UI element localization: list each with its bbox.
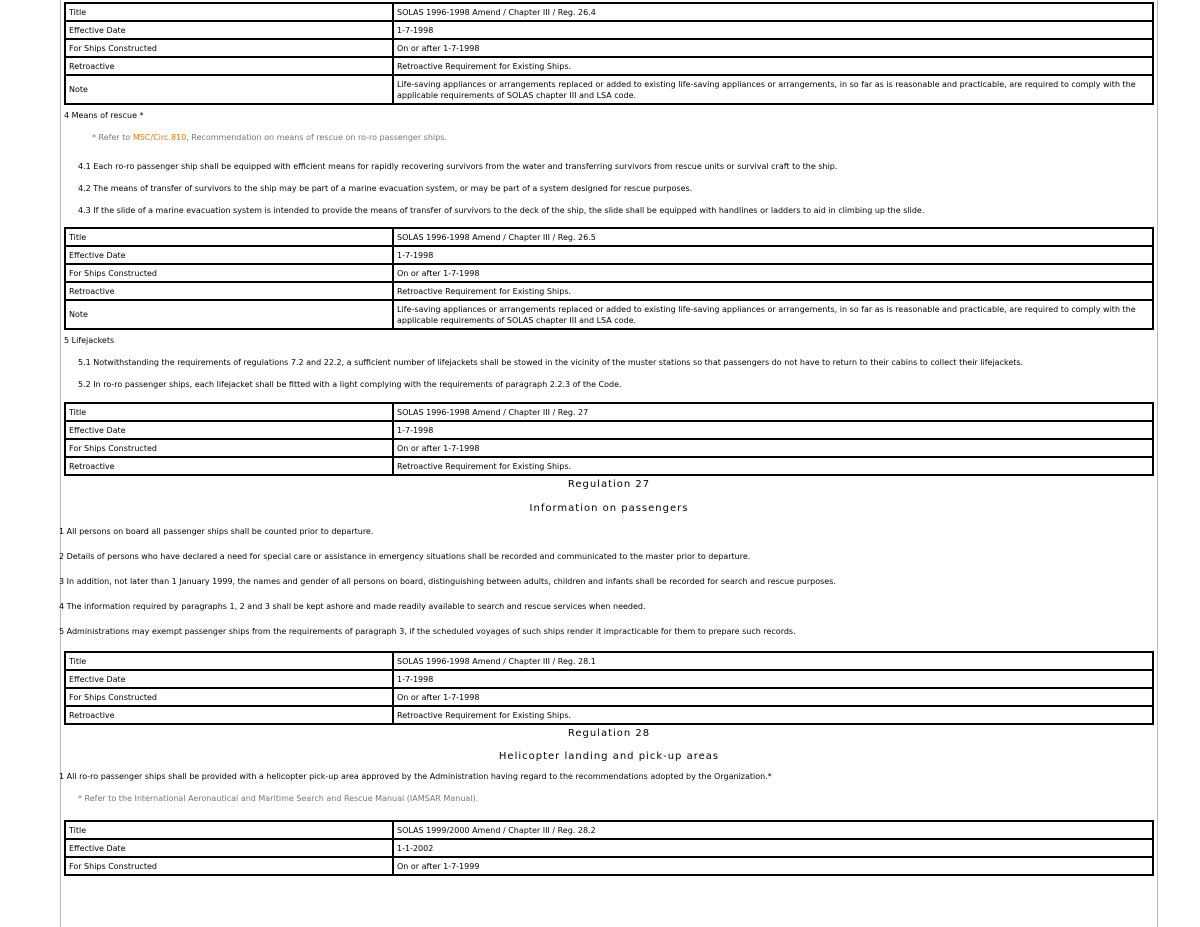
table-row (65, 75, 1153, 104)
regulation-27-paragraph-1: 1 All persons on board all passenger ships shall be counted prior to departure. (59, 527, 374, 536)
note-key: Note (65, 75, 393, 104)
ships-constructed-key: For Ships Constructed (65, 857, 393, 875)
effective-date-value: 1-7-1998 (393, 670, 1153, 688)
table-row (65, 403, 1153, 421)
footnote-text: * Refer to (92, 133, 133, 142)
title-key: Title (65, 228, 393, 246)
table-row (65, 670, 1153, 688)
regulation-27-paragraph-3: 3 In addition, not later than 1 January 1999, the names and gender of all persons on board, distinguishing between adults, children and infants shall be recorded for search and rescue purposes. (59, 577, 836, 586)
effective-date-key: Effective Date (65, 246, 393, 264)
effective-date-value: 1-7-1998 (393, 21, 1153, 39)
table-row (65, 706, 1153, 724)
title-key: Title (65, 403, 393, 421)
table-row (65, 39, 1153, 57)
ships-constructed-value: On or after 1-7-1998 (393, 439, 1153, 457)
title-value: SOLAS 1999/2000 Amend / Chapter III / Reg. 28.2 (393, 821, 1153, 839)
title-key: Title (65, 652, 393, 670)
title-value: SOLAS 1996-1998 Amend / Chapter III / Reg. 27 (393, 403, 1153, 421)
paragraph-5-2: 5.2 In ro-ro passenger ships, each lifejacket shall be fitted with a light complying with the requirements of paragraph 2.2.3 of the Code. (78, 380, 622, 389)
table-row (65, 246, 1153, 264)
table-row (65, 228, 1153, 246)
regulation-27-number: Regulation 27 (567, 479, 651, 490)
title-value: SOLAS 1996-1998 Amend / Chapter III / Reg. 28.1 (393, 652, 1153, 670)
table-row (65, 652, 1153, 670)
ships-constructed-key: For Ships Constructed (65, 439, 393, 457)
section-heading-lifejackets: 5 Lifejackets (64, 336, 115, 345)
regulation-27-title: Information on passengers (529, 503, 689, 514)
table-row (65, 57, 1153, 75)
reg-26-4-info-table (64, 2, 1154, 105)
retroactive-value: Retroactive Requirement for Existing Ships. (393, 57, 1153, 75)
retroactive-value: Retroactive Requirement for Existing Ships. (393, 706, 1153, 724)
table-row (65, 688, 1153, 706)
effective-date-key: Effective Date (65, 670, 393, 688)
retroactive-key: Retroactive (65, 706, 393, 724)
section-heading-means-of-rescue: 4 Means of rescue * (64, 111, 144, 120)
effective-date-key: Effective Date (65, 839, 393, 857)
table-row (65, 857, 1153, 875)
footnote-text: , Recommendation on means of rescue on ro-ro passenger ships. (186, 133, 447, 142)
regulation-27-paragraph-5: 5 Administrations may exempt passenger ships from the requirements of paragraph 3, if the scheduled voyages of such ships render it impracticable for them to prepare such records. (59, 627, 796, 636)
table-row (65, 3, 1153, 21)
document-page (60, 0, 1158, 927)
reg-26-5-info-table (64, 227, 1154, 330)
retroactive-key: Retroactive (65, 282, 393, 300)
ships-constructed-key: For Ships Constructed (65, 264, 393, 282)
paragraph-5-1: 5.1 Notwithstanding the requirements of regulations 7.2 and 22.2, a sufficient number of lifejackets shall be stowed in the vicinity of the muster stations so that passengers do not have to return to their cabins to collect their lifejackets. (78, 358, 1024, 367)
regulation-27-paragraph-4: 4 The information required by paragraphs 1, 2 and 3 shall be kept ashore and made readily available to search and rescue services when needed. (59, 602, 646, 611)
table-row (65, 300, 1153, 329)
title-key: Title (65, 821, 393, 839)
ships-constructed-value: On or after 1-7-1999 (393, 857, 1153, 875)
retroactive-value: Retroactive Requirement for Existing Ships. (393, 282, 1153, 300)
retroactive-value: Retroactive Requirement for Existing Ships. (393, 457, 1153, 475)
retroactive-key: Retroactive (65, 457, 393, 475)
footnote: * Refer to the International Aeronautical and Maritime Search and Rescue Manual (IAMSAR Manual). (78, 794, 479, 803)
effective-date-value: 1-7-1998 (393, 246, 1153, 264)
table-row (65, 839, 1153, 857)
ships-constructed-value: On or after 1-7-1998 (393, 264, 1153, 282)
ships-constructed-key: For Ships Constructed (65, 39, 393, 57)
effective-date-value: 1-7-1998 (393, 421, 1153, 439)
note-value: Life-saving appliances or arrangements replaced or added to existing life-saving appliances or arrangements, in so far as is reasonable and practicable, are required to comply with the applicable requirements of SOLAS chapter III and LSA code. (393, 75, 1153, 104)
msc-circ-810-link[interactable]: MSC/Circ.810 (132, 133, 187, 142)
note-value: Life-saving appliances or arrangements replaced or added to existing life-saving appliances or arrangements, in so far as is reasonable and practicable, are required to comply with the applicable requirements of SOLAS chapter III and LSA code. (393, 300, 1153, 329)
ships-constructed-key: For Ships Constructed (65, 688, 393, 706)
regulation-28-paragraph-1: 1 All ro-ro passenger ships shall be provided with a helicopter pick-up area approved by the Administration having regard to the recommendations adopted by the Organization.* (59, 772, 772, 781)
paragraph-4-1: 4.1 Each ro-ro passenger ship shall be equipped with efficient means for rapidly recovering survivors from the water and transferring survivors from rescue units or survival craft to the ship. (78, 162, 838, 171)
regulation-28-number: Regulation 28 (567, 728, 651, 739)
reg-28-1-info-table (64, 651, 1154, 725)
ships-constructed-value: On or after 1-7-1998 (393, 39, 1153, 57)
table-row (65, 421, 1153, 439)
document-content (59, 7, 1154, 876)
footnote (64, 132, 1154, 143)
effective-date-key: Effective Date (65, 421, 393, 439)
title-value: SOLAS 1996-1998 Amend / Chapter III / Reg. 26.5 (393, 228, 1153, 246)
title-value: SOLAS 1996-1998 Amend / Chapter III / Reg. 26.4 (393, 3, 1153, 21)
paragraph-4-2: 4.2 The means of transfer of survivors to the ship may be part of a marine evacuation system, or may be part of a system designed for rescue purposes. (78, 184, 693, 193)
table-row (65, 264, 1153, 282)
regulation-27-paragraph-2: 2 Details of persons who have declared a need for special care or assistance in emergency situations shall be recorded and communicated to the master prior to departure. (59, 552, 751, 561)
note-key: Note (65, 300, 393, 329)
effective-date-key: Effective Date (65, 21, 393, 39)
effective-date-value: 1-1-2002 (393, 839, 1153, 857)
reg-28-2-info-table (64, 820, 1154, 876)
table-row (65, 821, 1153, 839)
table-row (65, 21, 1153, 39)
title-key: Title (65, 3, 393, 21)
reg-27-info-table (64, 402, 1154, 476)
regulation-28-title: Helicopter landing and pick-up areas (498, 751, 720, 762)
ships-constructed-value: On or after 1-7-1998 (393, 688, 1153, 706)
table-row (65, 439, 1153, 457)
paragraph-4-3: 4.3 If the slide of a marine evacuation system is intended to provide the means of transfer of survivors to the deck of the ship, the slide shall be equipped with handlines or ladders to aid in climbing up the slide. (78, 206, 925, 215)
table-row (65, 282, 1153, 300)
retroactive-key: Retroactive (65, 57, 393, 75)
table-row (65, 457, 1153, 475)
